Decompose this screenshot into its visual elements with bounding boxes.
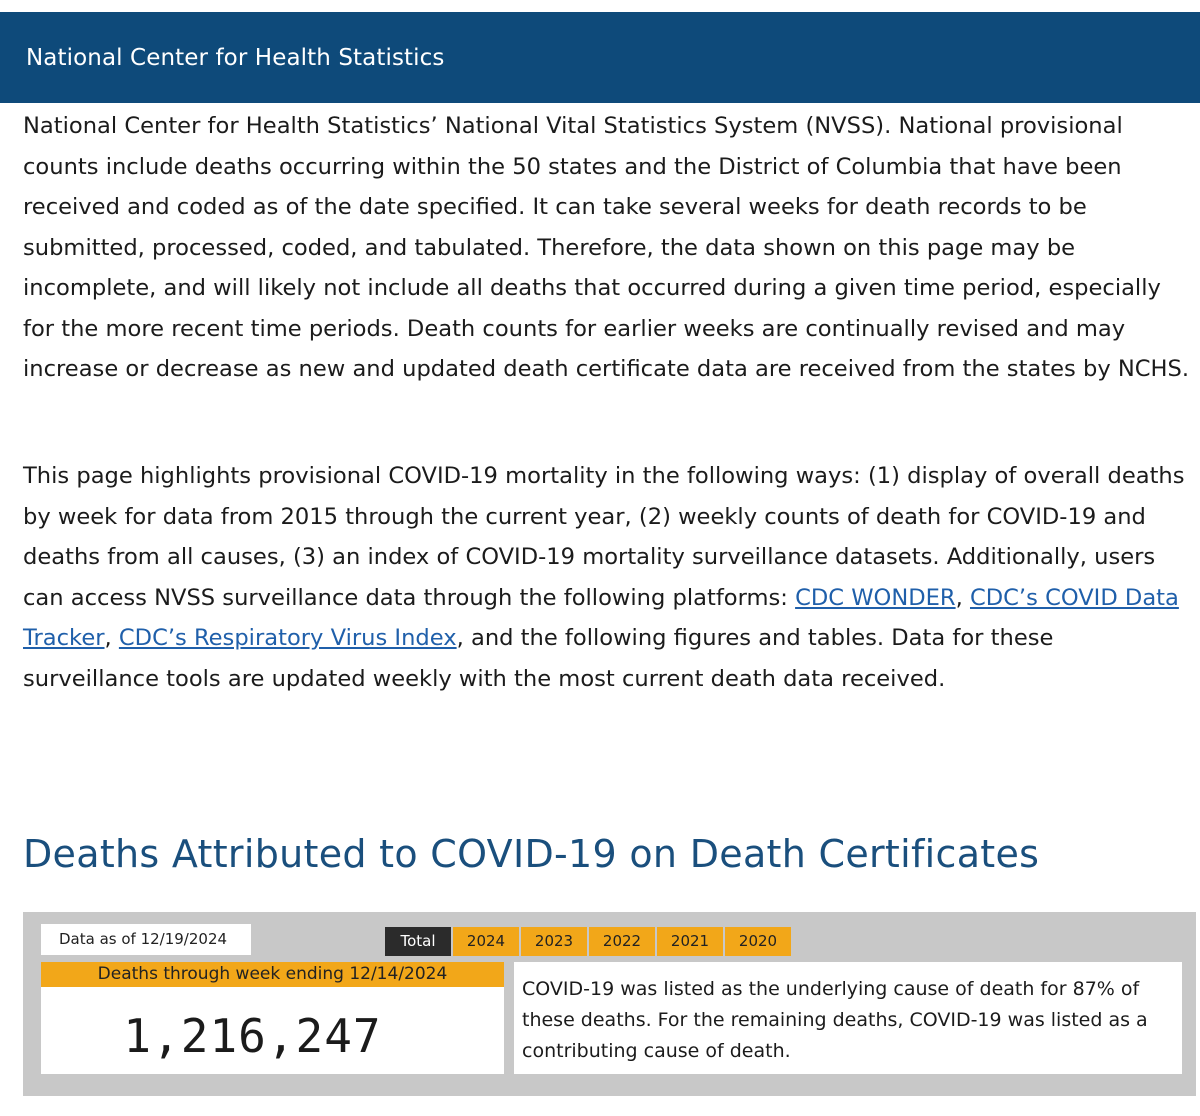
covid-data-tracker-link[interactable]: CDC’s COVID Data Tracker	[23, 584, 1179, 651]
data-as-of-label: Data as of 12/19/2024	[41, 924, 251, 955]
deaths-through-week-label: Deaths through week ending 12/14/2024	[41, 962, 504, 987]
site-header	[0, 12, 1200, 103]
deaths-total-count: 1,216,247	[123, 1009, 382, 1063]
covid-deaths-dashboard	[23, 912, 1196, 1096]
respiratory-virus-index-link[interactable]: CDC’s Respiratory Virus Index	[118, 625, 457, 651]
deaths-total-panel	[41, 962, 504, 1074]
cause-of-death-note: COVID-19 was listed as the underlying cause of death for 87% of these deaths. For the remaining deaths, COVID-19 was listed as a contributing cause of death.	[514, 962, 1182, 1074]
year-tabs	[385, 927, 791, 956]
intro-paragraph-1: National Center for Health Statistics’ National Vital Statistics System (NVSS). National provisional counts include deaths occurring within the 50 states and the District of Columbia that have been received and coded as of the date specified. It can take several weeks for death records to be submitted, processed, coded, and tabulated. Therefore, the data shown on this page may be incomplete, and will likely not include all deaths that occurred during a given time period, especially for the more recent time periods. Death counts for earlier weeks are continually revised and may increase or decrease as new and updated death certificate data are received from the states by NCHS.	[23, 113, 1190, 382]
link-separator: ,	[104, 625, 119, 651]
tab-2020[interactable]: 2020	[725, 927, 791, 956]
intro-paragraph-2-text: This page highlights provisional COVID-19 mortality in the following ways: (1) display of overall deaths by week for data from 2015 through the current year, (2) weekly counts of death for COVID-19 and deaths from all causes, (3) an index of COVID-19 mortality surveillance datasets. Additionally, users can access NVSS surveillance data through the following platforms:	[23, 463, 1185, 611]
site-header-title[interactable]: National Center for Health Statistics	[26, 44, 445, 71]
tab-total[interactable]: Total	[385, 927, 451, 956]
tab-2024[interactable]: 2024	[453, 927, 519, 956]
intro-paragraph-2-tail: , and the following figures and tables. Data for these surveillance tools are updated weekly with the most current death data received.	[23, 625, 1054, 692]
section-heading: Deaths Attributed to COVID-19 on Death Certificates	[23, 832, 1040, 876]
link-separator: ,	[955, 584, 970, 611]
tab-2021[interactable]: 2021	[657, 927, 723, 956]
intro-paragraph-2	[23, 456, 1193, 699]
tab-2022[interactable]: 2022	[589, 927, 655, 956]
cdc-wonder-link[interactable]: CDC WONDER	[795, 584, 956, 611]
tab-2023[interactable]: 2023	[521, 927, 587, 956]
